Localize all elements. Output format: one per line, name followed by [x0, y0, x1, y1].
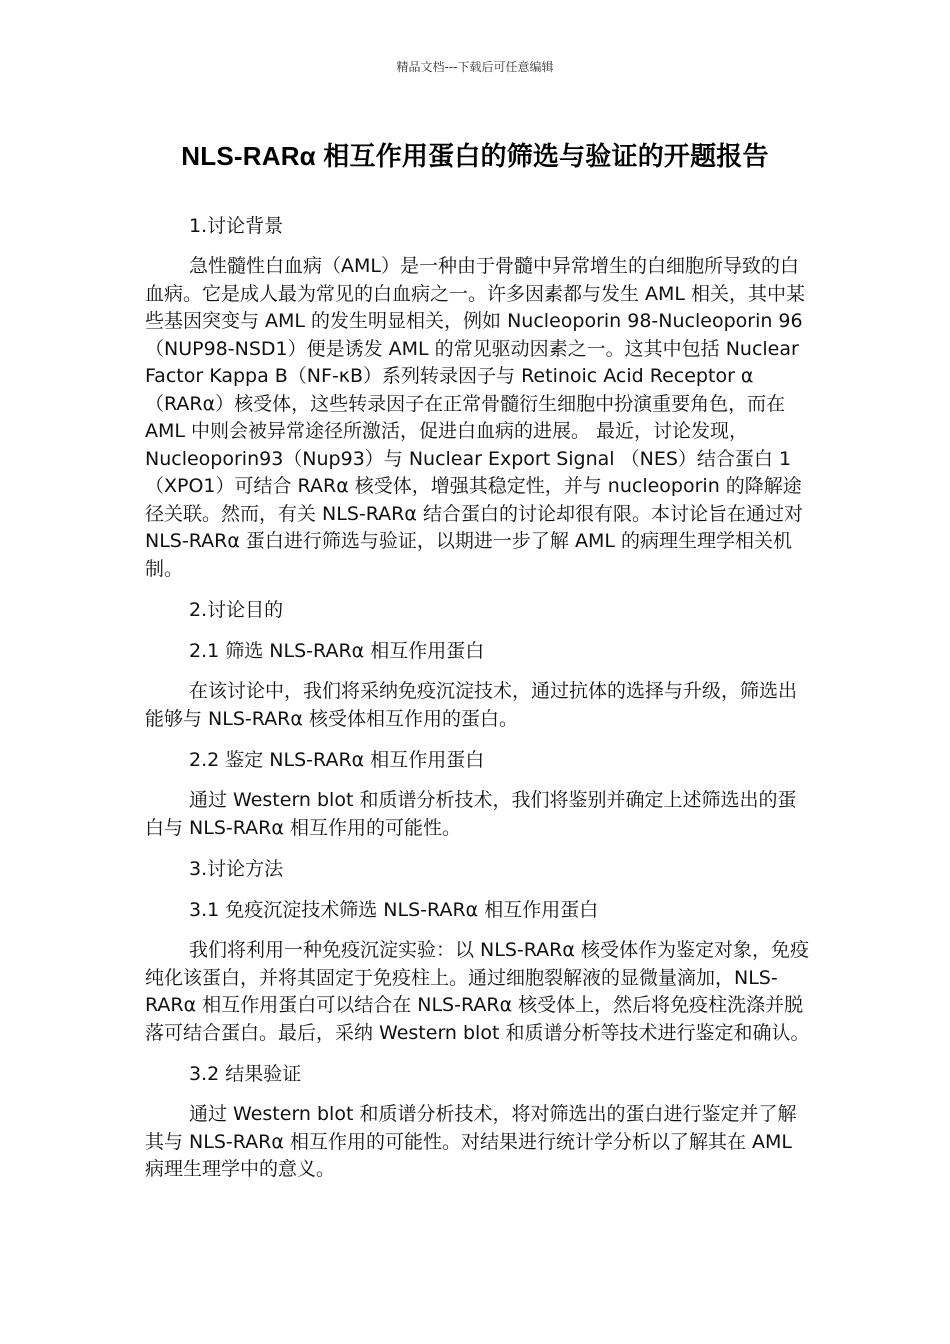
section-heading-2: 2.讨论目的 — [189, 599, 284, 621]
header-note: 精品文档---下载后可任意编辑 — [396, 60, 554, 74]
section-heading-1: 1.讨论背景 — [189, 215, 284, 237]
subsection-2-1-paragraph: 在该讨论中，我们将采纳免疫沉淀技术，通过抗体的选择与升级，筛选出能够与 NLS-RARα 核受体相互作用的蛋白。 — [145, 680, 798, 730]
subsection-3-1-paragraph: 我们将利用一种免疫沉淀实验：以 NLS-RARα 核受体作为鉴定对象，免疫纯化该蛋白，并将其固定于免疫柱上。通过细胞裂解液的显微量滴加，NLS-RARα 相互作用蛋白可以结合在 NLS-RARα 核受体上，然后将免疫柱洗涤并脱落可结合蛋白。最后，采纳 Western blot 和质谱分析等技术进行鉴定和确认。 — [145, 939, 810, 1044]
subsection-heading-2-1: 2.1 筛选 NLS-RARα 相互作用蛋白 — [189, 640, 485, 662]
subsection-2-2-paragraph: 通过 Western blot 和质谱分析技术，我们将鉴别并确定上述筛选出的蛋白与 NLS-RARα 相互作用的可能性。 — [145, 789, 797, 839]
section-1-paragraph: 急性髓性白血病（AML）是一种由于骨髓中异常增生的白细胞所导致的白血病。它是成人最为常见的白血病之一。许多因素都与发生 AML 相关，其中某些基因突变与 AML 的发生明显相关，例如 Nucleoporin 98-Nucleoporin 96（NUP98-NSD1）便是诱发 AML 的常见驱动因素之一。这其中包括 Nuclear Factor Kappa B（NF-κB）系列转录因子与 Retinoic Acid Receptor α（RARα）核受体，这些转录因子在正常骨髓衍生细胞中扮演重要角色，而在 AML 中则会被异常途径所激活，促进白血病的进展。 最近，讨论发现，Nucleoporin93（Nup93）与 Nuclear Export Signal （NES）结合蛋白 1（XPO1）可结合 RARα 核受体，增强其稳定性，并与 nucleoporin 的降解途径关联。然而，有关 NLS-RARα 结合蛋白的讨论却很有限。本讨论旨在通过对 NLS-RARα 蛋白进行筛选与验证，以期进一步了解 AML 的病理生理学相关机制。 — [145, 255, 806, 580]
subsection-heading-3-1: 3.1 免疫沉淀技术筛选 NLS-RARα 相互作用蛋白 — [189, 899, 599, 921]
subsection-heading-3-2: 3.2 结果验证 — [189, 1063, 302, 1085]
subsection-heading-2-2: 2.2 鉴定 NLS-RARα 相互作用蛋白 — [189, 749, 485, 771]
subsection-3-2-paragraph: 通过 Western blot 和质谱分析技术，将对筛选出的蛋白进行鉴定并了解其与 NLS-RARα 相互作用的可能性。对结果进行统计学分析以了解其在 AML 病理生理学中的意义。 — [145, 1103, 797, 1180]
document-body — [145, 212, 810, 1197]
document-title: NLS-RARα 相互作用蛋白的筛选与验证的开题报告 — [181, 141, 769, 171]
section-heading-3: 3.讨论方法 — [189, 858, 284, 880]
